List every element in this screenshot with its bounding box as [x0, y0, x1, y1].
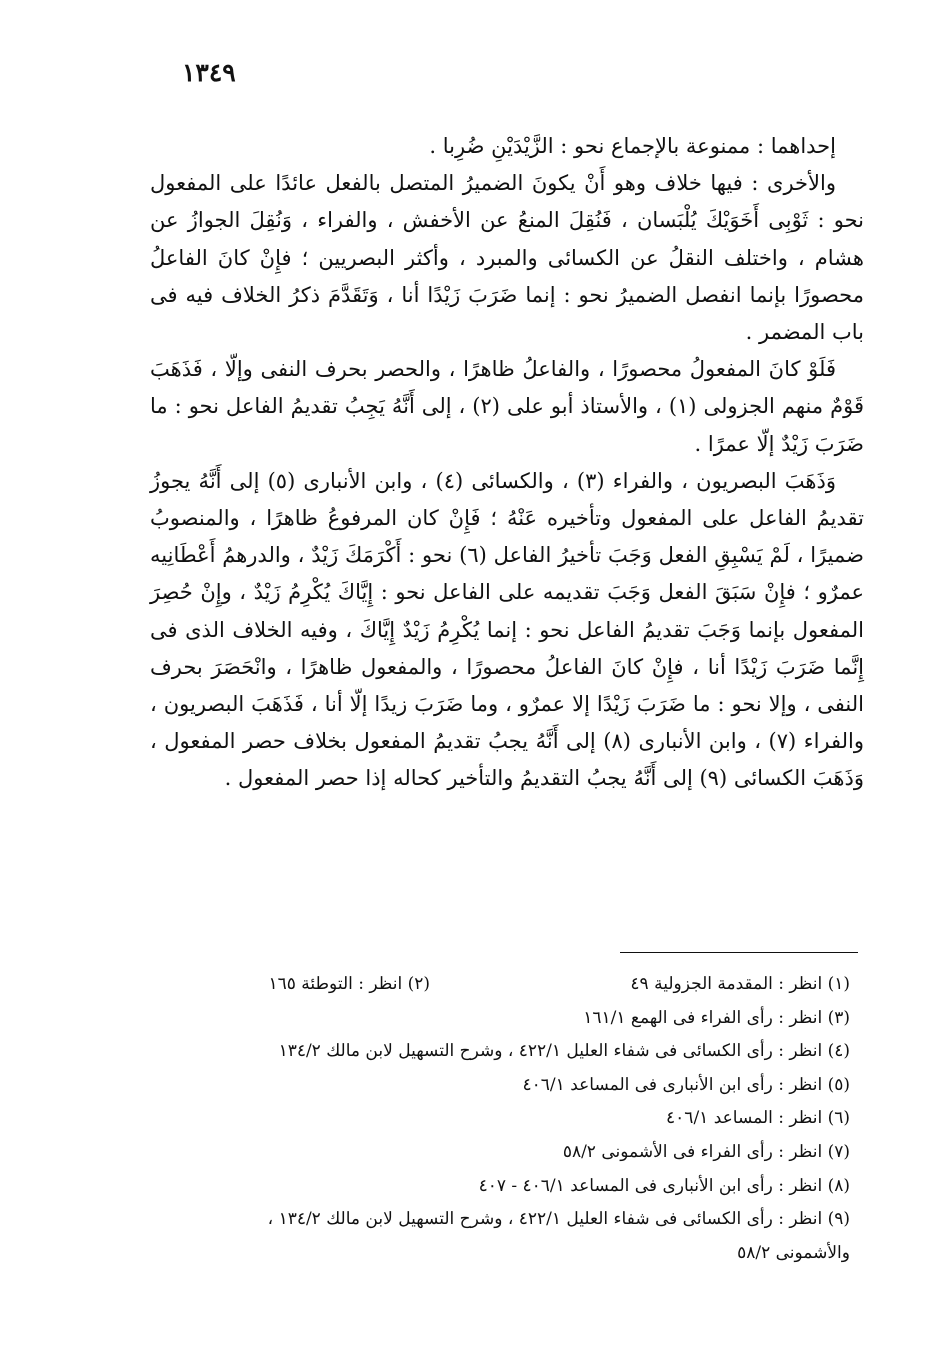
paragraph-1: إحداهما : ممنوعة بالإجماع نحو : الزَّيْدَيْنِ ضُرِبا .: [429, 134, 836, 158]
footnote-2: (٢) انظر : التوطئة ١٦٥: [268, 974, 430, 994]
footnote-row-1-2: [150, 968, 850, 1002]
footnote-divider: [620, 952, 858, 953]
paragraph-4: وَذَهَبَ البصريون ، والفراء (٣) ، والكسائى (٤) ، وابن الأنبارى (٥) إلى أَنَّهُ يجوزُ تقديمُ الفاعل على المفعول وتأخيره عَنْهُ ؛ فَإِنْ كان المرفوعُ ظاهرًا ، والمنصوبُ ضميرًا ، لَمْ يَسْبِقِ الفعل وَجَبَ تأخيرُ الفاعل (٦) نحو : أَكْرَمَكَ زَيْدٌ ، والدرهمُ أَعْطَانِيه عمرٌو ؛ فإِنْ سَبَقَ الفعل وَجَبَ تقديمه على الفاعل نحو : إِيَّاكَ يُكْرِمُ زَيْدٌ ، وإِنْ حُصِرَ المفعول بإنما وَجَبَ تقديمُ الفاعل نحو : إنما يُكْرِمُ زَيْدٌ إِيَّاكَ ، وفيه الخلاف الذى فى إِنَّما ضَرَبَ زَيْدًا أنا ، فإِنْ كانَ الفاعلُ محصورًا ، والمفعول ظاهرًا ، وانْحَصَرَ بحرف النفى ، وإلا نحو : ما ضَرَبَ زَيْدًا إلا عمرٌو ، وما ضَرَبَ زيدًا إلّا أنا ، فَذَهَبَ البصريون ، والفراء (٧) ، وابن الأنبارى (٨) إلى أَنَّهُ يجبُ تقديمُ المفعول بخلاف حصر المفعول ، وَذَهَبَ الكسائى (٩) إلى أَنَّهُ يجبُ التقديمُ والتأخير كحاله إذا حصر المفعول .: [150, 468, 864, 791]
footnote-7: (٧) انظر : رأى الفراء فى الأشمونى ٥٨/٢: [562, 1141, 850, 1162]
footnote-8: (٨) انظر : رأى ابن الأنبارى فى المساعد ٤٠٦/١ - ٤٠٧: [478, 1175, 850, 1196]
footnote-4: (٤) انظر : رأى الكسائى فى شفاء العليل ٤٢٢/١ ، وشرح التسهيل لابن مالك ١٣٤/٢: [278, 1041, 850, 1062]
footnote-5: (٥) انظر : رأى ابن الأنبارى فى المساعد ٤٠٦/١: [522, 1074, 850, 1095]
footnote-9: (٩) انظر : رأى الكسائى فى شفاء العليل ٤٢٢/١ ، وشرح التسهيل لابن مالك ١٣٤/٢ ،: [267, 1209, 850, 1230]
footnote-3: (٣) انظر : رأى الفراء فى الهمع ١٦١/١: [583, 1007, 850, 1028]
footnote-1: (١) انظر : المقدمة الجزولية ٤٩: [630, 974, 850, 994]
footnotes: [150, 968, 850, 1270]
footnote-6: (٦) انظر : المساعد ٤٠٦/١: [666, 1108, 850, 1129]
paragraph-2: والأخرى : فيها خلاف وهو أَنْ يكونَ الضميرُ المتصل بالفعل عائدًا على المفعول نحو : ثَوْبِى أَخَوَيْكَ يُلْبَسان ، فَنُقِلَ المنعُ عن الأخفش ، والفراء ، وَنُقِلَ الجوازُ عن هشام ، واختلف النقلُ عن الكسائى والمبرد ، وأكثر البصريين ؛ فإِنْ كانَ الفاعلُ محصورًا بإنما انفصل الضميرُ نحو : إنما ضَرَبَ زَيْدًا أنا ، وَتَقَدَّمَ ذكرُ الخلاف فيه فى باب المضمر .: [150, 171, 864, 345]
page-number: ١٣٤٩: [182, 58, 236, 87]
footnote-9-continuation: والأشمونى ٥٨/٢: [737, 1242, 850, 1263]
main-text: [150, 128, 864, 798]
paragraph-3: فَلَوْ كانَ المفعولُ محصورًا ، والفاعلُ ظاهرًا ، والحصر بحرف النفى وإلّا ، فَذَهَبَ قَوْمٌ منهم الجزولى (١) ، والأستاذ أبو على (٢) ، إلى أَنَّهُ يَجِبُ تقديمُ الفاعل نحو : ما ضَرَبَ زَيْدٌ إلّا عمرًا .: [150, 357, 864, 456]
